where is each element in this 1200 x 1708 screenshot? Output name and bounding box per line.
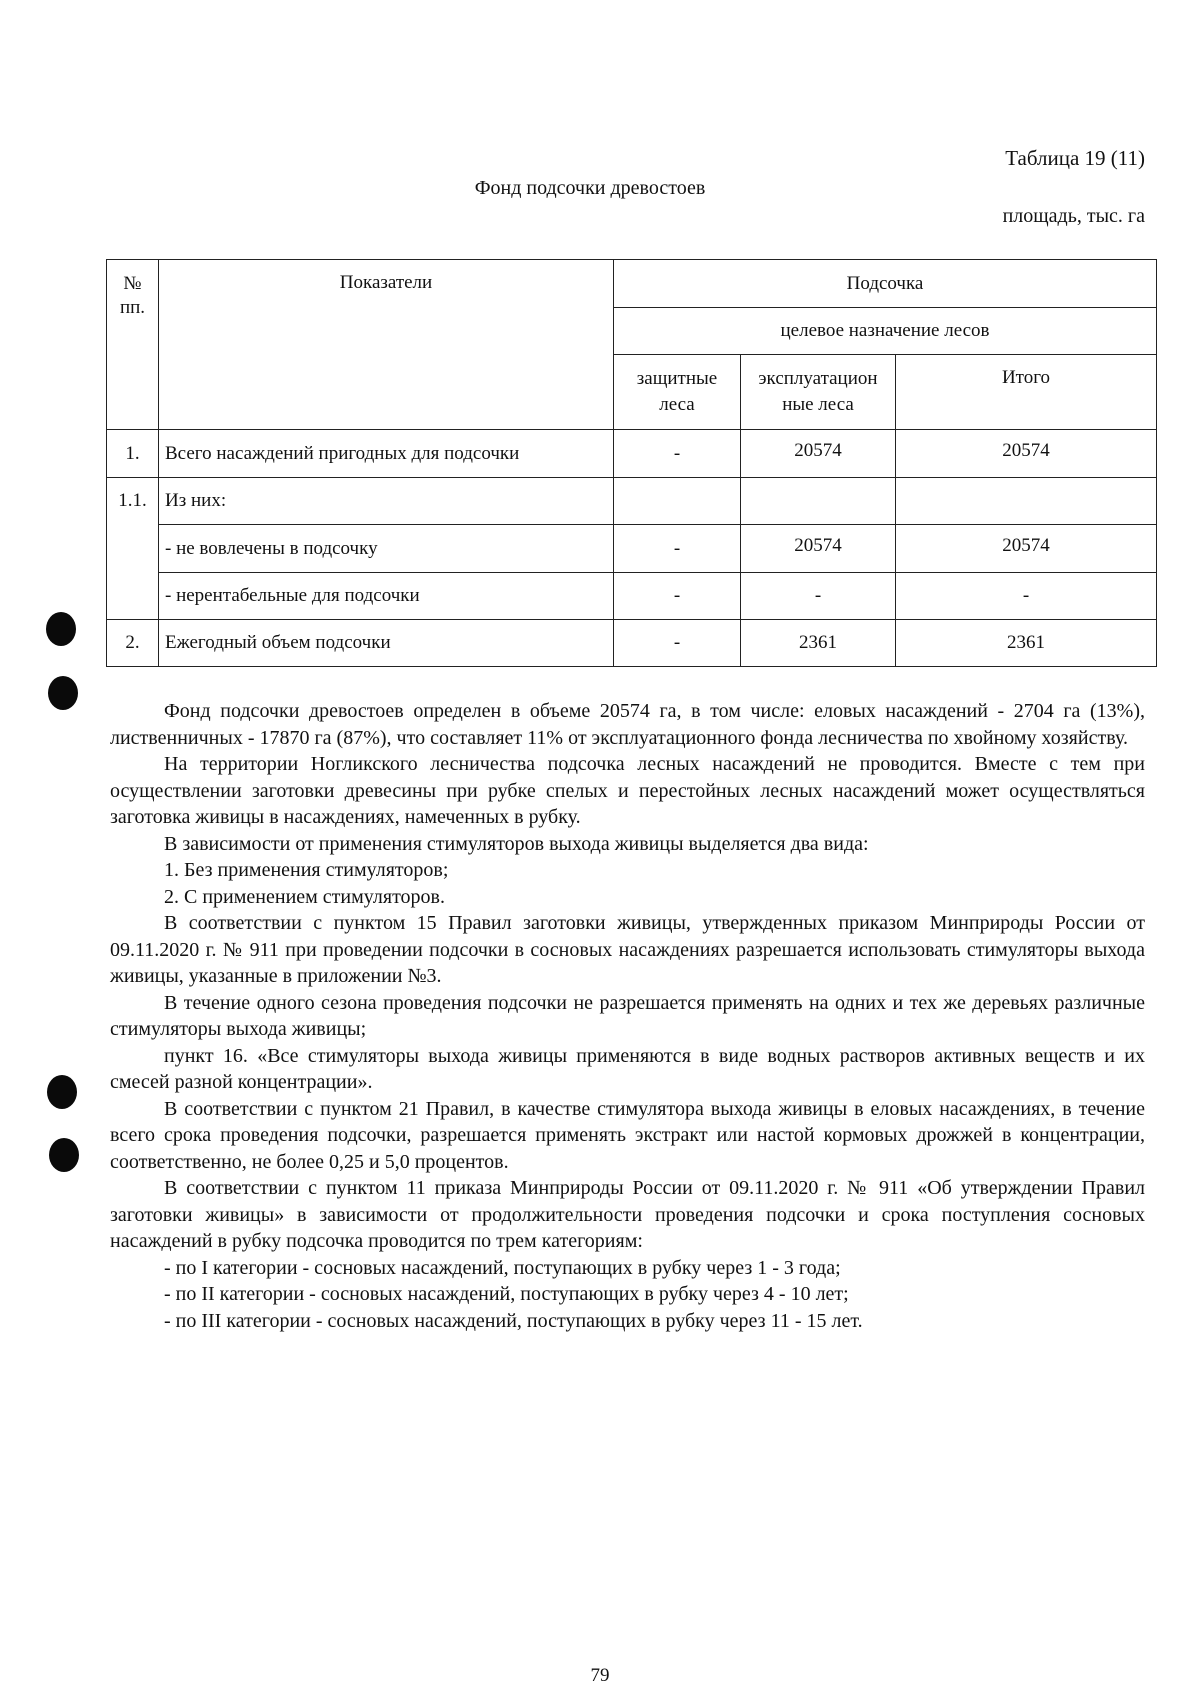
page-title: Фонд подсочки древостоев [474,177,706,199]
row-protective: - [614,573,741,620]
row-name: Из них: [159,478,614,525]
paragraph: В зависимости от применения стимуляторов выхода живицы выделяется два вида: [164,832,869,855]
row-total: 20574 [896,525,1157,573]
table-label: Таблица 19 (11) [1005,146,1145,170]
row-protective: - [614,620,741,667]
header-total: Итого [896,355,1157,430]
punch-hole-3 [47,1075,77,1109]
row-protective: - [614,430,741,478]
row-exploitation: 20574 [741,430,896,478]
header-num: № пп. [107,260,159,430]
row-total: - [896,573,1157,620]
page-number: 79 [590,1665,610,1686]
table-row [107,430,1157,478]
row-total [896,478,1157,525]
list-item: - по III категории - сосновых насаждений, поступающих в рубку через 11 - 15 лет. [164,1309,863,1332]
table-row [107,525,1157,573]
header-purpose: целевое назначение лесов [614,308,1157,355]
row-name: Всего насаждений пригодных для подсочки [159,430,614,478]
table-header-row-1 [107,260,1157,308]
row-num: 1.1. [107,478,159,620]
row-name: Ежегодный объем подсочки [159,620,614,667]
row-protective [614,478,741,525]
list-item: 2. С применением стимуляторов. [164,885,445,908]
paragraph: На территории Ногликского лесничества подсочка лесных насаждений не проводится. Вместе с тем при осуществлении заготовки древесины при рубке спелых и перестойных лесных насаждений может осуществляться заготовка живицы в насаждениях, намеченных в рубку. [110,753,1145,828]
row-num: 1. [107,430,159,478]
row-num: 2. [107,620,159,667]
tapping-fund-table [106,259,1157,667]
table-row [107,620,1157,667]
punch-hole-2 [48,676,78,710]
header-protective: защитные леса [614,355,741,430]
list-item: - по II категории - сосновых насаждений, поступающих в рубку через 4 - 10 лет; [164,1283,849,1305]
row-name: - не вовлечены в подсочку [159,525,614,573]
punch-hole-4 [49,1138,79,1172]
row-exploitation: 20574 [741,525,896,573]
paragraph: пункт 16. «Все стимуляторы выхода живицы применяются в виде водных растворов активных веществ и их смесей разной концентрации». [110,1044,1145,1093]
body-text [110,698,1145,1334]
list-item: 1. Без применения стимуляторов; [164,859,449,881]
list-item: - по I категории - сосновых насаждений, поступающих в рубку через 1 - 3 года; [164,1256,841,1279]
header-tapping: Подсочка [614,260,1157,308]
units-label: площадь, тыс. га [1002,205,1145,227]
row-protective: - [614,525,741,573]
header-indicators: Показатели [159,260,614,430]
row-exploitation: 2361 [741,620,896,667]
row-name: - нерентабельные для подсочки [159,573,614,620]
row-total: 20574 [896,430,1157,478]
row-exploitation [741,478,896,525]
table-row [107,478,1157,525]
paragraph: В соответствии с пунктом 15 Правил заготовки живицы, утвержденных приказом Минприроды России от 09.11.2020 г. № 911 при проведении подсочки в сосновых насаждениях разрешается использовать стимуляторы выхода живицы, указанные в приложении №3. [110,912,1145,987]
header-exploitation: эксплуатацион ные леса [741,355,896,430]
punch-hole-1 [46,612,76,646]
paragraph: В соответствии с пунктом 21 Правил, в качестве стимулятора выхода живицы в еловых насаждениях, в течение всего срока проведения подсочки, разрешается применять экстракт или настой кормовых дрожжей в концентрации, соответственно, не более 0,25 и 5,0 процентов. [110,1097,1145,1173]
paragraph: В соответствии с пунктом 11 приказа Минприроды России от 09.11.2020 г. № 911 «Об утверждении Правил заготовки живицы» в зависимости от продолжительности проведения подсочки и срока поступления сосновых насаждений в рубку подсочка проводится по трем категориям: [110,1177,1145,1252]
row-exploitation: - [741,573,896,620]
paragraph: В течение одного сезона проведения подсочки не разрешается применять на одних и тех же деревьях различные стимуляторы выхода живицы; [110,991,1145,1040]
paragraph: Фонд подсочки древостоев определен в объеме 20574 га, в том числе: еловых насаждений - 2704 га (13%), лиственничных - 17870 га (87%), что составляет 11% от эксплуатационного фонда лесничества по хвойному хозяйству. [110,700,1145,749]
row-total: 2361 [896,620,1157,667]
table-row [107,573,1157,620]
